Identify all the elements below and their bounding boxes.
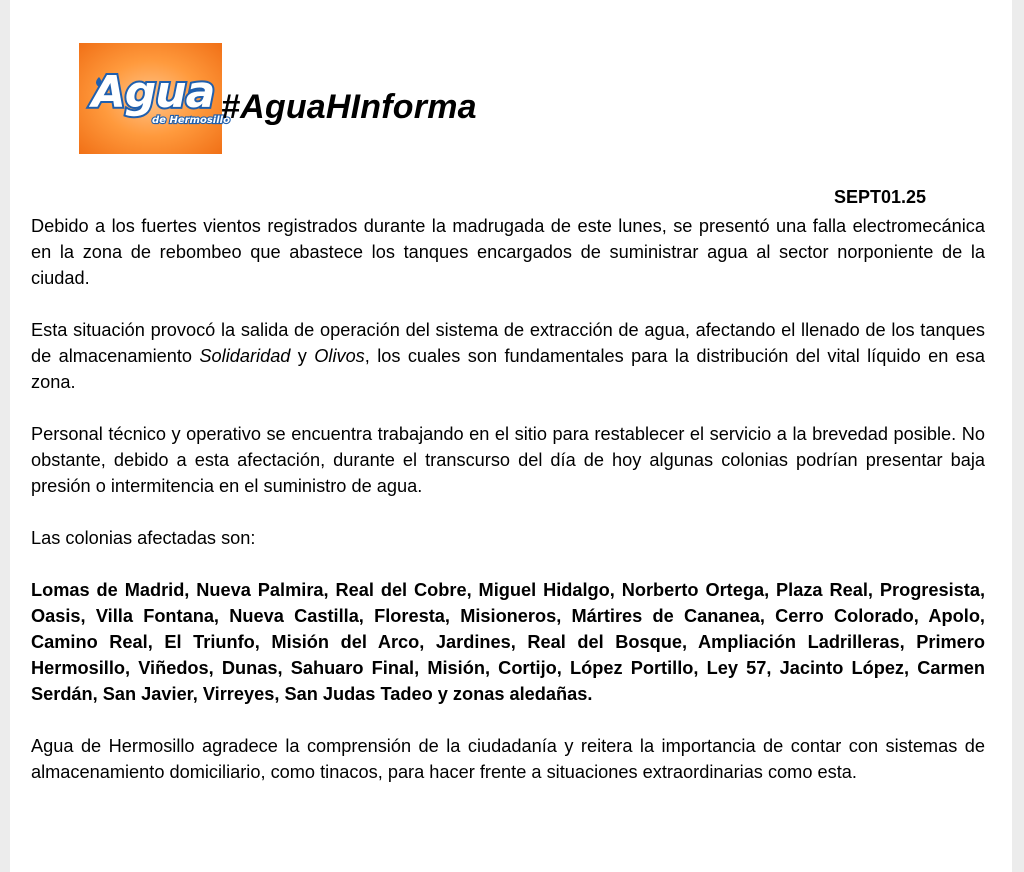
press-release-body <box>31 213 985 785</box>
paragraph-impact-part: y <box>290 346 315 366</box>
paragraph-impact-part: , los cuales son fundamentales para la distribución del vital líquido en esa zona. <box>31 346 985 392</box>
tank-name-olivos: Olivos <box>314 346 365 366</box>
paragraph-closing: Agua de Hermosillo agradece la comprensión de la ciudadanía y reitera la importancia de contar con sistemas de almacenamiento domiciliario, como tinacos, para hacer frente a situaciones extraordinarias como esta. <box>31 736 985 782</box>
paragraph-status: Personal técnico y operativo se encuentra trabajando en el sitio para restablecer el servicio a la brevedad posible. No obstante, debido a esta afectación, durante el transcurso del día de hoy algunas colonias podrían presentar baja presión o intermitencia en el suministro de agua. <box>31 424 985 496</box>
logo-main-text: Agua <box>91 67 215 118</box>
agua-de-hermosillo-logo <box>79 43 230 154</box>
paragraph-incident: Debido a los fuertes vientos registrados durante la madrugada de este lunes, se presentó una falla electromecánica en la zona de rebombeo que abastece los tanques encargados de suministrar agua al sector norponiente de la ciudad. <box>31 216 985 288</box>
tank-name-solidaridad: Solidaridad <box>199 346 291 366</box>
paragraph-impact-part: Esta situación provocó la salida de operación del sistema de extracción de agua, afectando el llenado de los tanques de almacenamiento <box>31 320 985 366</box>
logo-sub-text: de Hermosillo <box>152 115 230 126</box>
document-date: SEPT01.25 <box>834 187 927 207</box>
paragraph-colonias-intro: Las colonias afectadas son: <box>31 528 256 548</box>
paragraph-impact <box>31 317 985 395</box>
press-release-page <box>10 0 1012 872</box>
hashtag-title: #AguaHInforma <box>221 88 477 126</box>
affected-colonias-list: Lomas de Madrid, Nueva Palmira, Real del Cobre, Miguel Hidalgo, Norberto Ortega, Plaza Real, Progresista, Oasis, Villa Fontana, Nueva Castilla, Floresta, Misioneros, Mártires de Cananea, Cerro Colorado, Apolo, Camino Real, El Triunfo, Misión del Arco, Jardines, Real del Bosque, Ampliación Ladrilleras, Primero Hermosillo, Viñedos, Dunas, Sahuaro Final, Misión, Cortijo, López Portillo, Ley 57, Jacinto López, Carmen Serdán, San Javier, Virreyes, San Judas Tadeo y zonas aledañas. <box>31 580 985 704</box>
